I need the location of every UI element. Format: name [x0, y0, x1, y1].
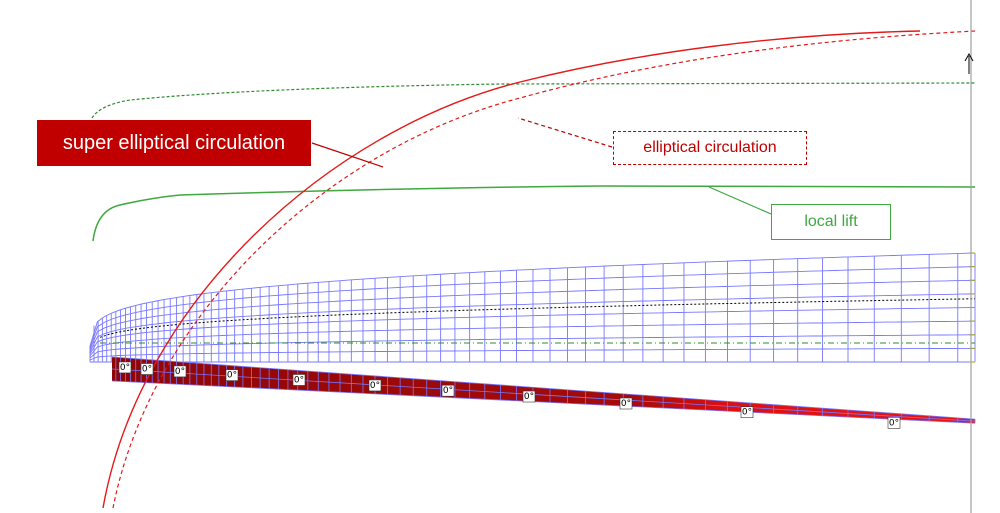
svg-text:0°: 0° [119, 362, 131, 373]
twist-angle-tag [741, 407, 753, 418]
twist-angle-tag [369, 380, 381, 391]
svg-text:0°: 0° [442, 386, 454, 397]
twist-angle-tag [119, 362, 131, 373]
twist-angle-tag [442, 385, 454, 396]
svg-text:0°: 0° [369, 380, 381, 391]
twist-angle-tag [174, 366, 186, 377]
super-elliptical-circulation-label: super elliptical circulation [37, 120, 311, 166]
twist-angle-tag [226, 370, 238, 381]
svg-text:0°: 0° [888, 418, 900, 429]
svg-text:0°: 0° [523, 392, 535, 403]
twist-angle-tag [523, 391, 535, 402]
local-lift-leader [709, 187, 771, 214]
svg-text:0°: 0° [293, 375, 305, 386]
mid-chord-dotted-line [100, 299, 975, 338]
control-surface-strip [112, 357, 975, 423]
super-elliptical-leader [312, 143, 383, 167]
svg-text:0°: 0° [141, 364, 153, 375]
twist-angle-tag [888, 417, 900, 428]
svg-text:0°: 0° [174, 366, 186, 377]
elliptical-circulation-label: elliptical circulation [613, 131, 807, 165]
svg-text:0°: 0° [226, 370, 238, 381]
elliptical-circulation-curve [113, 31, 975, 508]
local-lift-dashed-curve [92, 83, 975, 118]
svg-text:0°: 0° [620, 399, 632, 410]
twist-angle-tag [620, 398, 632, 409]
twist-angle-tag [141, 364, 153, 375]
twist-angle-tag [293, 374, 305, 385]
elliptical-leader [518, 118, 612, 147]
local-lift-label: local lift [771, 204, 891, 240]
up-arrow-icon [965, 54, 973, 74]
wing-mesh [90, 253, 975, 362]
svg-text:0°: 0° [741, 407, 753, 418]
